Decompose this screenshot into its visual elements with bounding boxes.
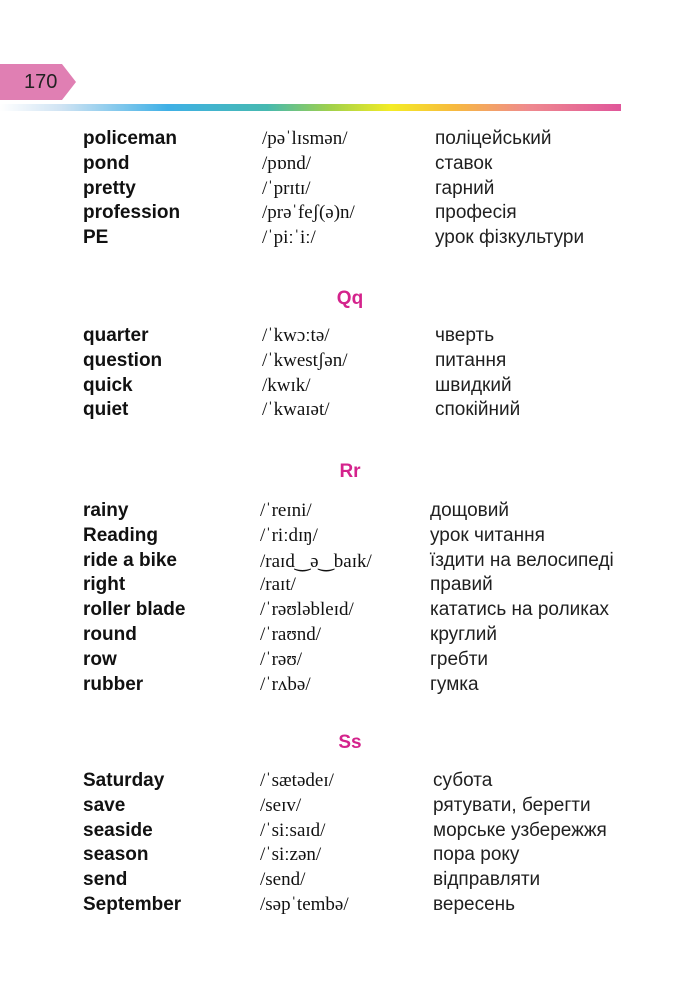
vocab-translation: дощовий <box>430 500 509 521</box>
vocab-word: pond <box>83 152 130 174</box>
vocab-transcription: /pəˈlɪsmən/ <box>262 128 348 149</box>
vocab-row <box>0 325 700 350</box>
vocab-transcription: /ˈrəʊ/ <box>260 648 303 670</box>
vocab-word: Saturday <box>83 770 165 791</box>
vocab-word: season <box>83 844 149 866</box>
vocab-word: PE <box>83 227 109 249</box>
vocab-transcription: /ˈreɪni/ <box>260 500 312 521</box>
vocab-translation: пора року <box>433 844 520 866</box>
section-letter-q: Qq <box>336 288 364 309</box>
vocab-transcription: /ˈsiːsaɪd/ <box>260 819 326 841</box>
vocab-word: round <box>83 623 137 645</box>
vocab-row <box>0 599 700 624</box>
vocab-translation: гумка <box>430 673 479 695</box>
vocab-word: quiet <box>83 399 129 421</box>
vocab-row <box>0 820 700 845</box>
vocab-word: question <box>83 349 163 371</box>
vocab-row <box>0 624 700 649</box>
vocab-row <box>0 574 700 599</box>
vocab-word: rubber <box>83 673 144 695</box>
vocab-word: right <box>83 574 126 596</box>
vocab-translation: швидкий <box>435 374 512 396</box>
vocab-translation: питання <box>435 349 507 371</box>
section-p <box>0 128 700 252</box>
vocab-translation: субота <box>433 770 493 791</box>
vocab-translation: урок читання <box>430 524 545 546</box>
vocab-transcription: /seɪv/ <box>260 794 302 816</box>
vocab-transcription: /ˈkwɔːtə/ <box>262 325 330 346</box>
vocab-transcription: /raɪd‿ə‿baɪk/ <box>260 550 372 572</box>
vocab-transcription: /ˈprɪtɪ/ <box>262 177 311 199</box>
vocab-row <box>0 674 700 699</box>
vocab-translation: правий <box>430 574 493 596</box>
vocab-row <box>0 869 700 894</box>
section-letter-r: Rr <box>339 461 361 482</box>
vocab-transcription: /send/ <box>260 869 306 891</box>
section-r <box>0 500 700 698</box>
vocab-word: quick <box>83 374 133 396</box>
vocab-word: pretty <box>83 177 136 199</box>
vocab-row <box>0 375 700 400</box>
vocab-row <box>0 178 700 203</box>
vocab-translation: чверть <box>435 325 495 346</box>
vocab-transcription: /kwɪk/ <box>262 374 311 396</box>
vocab-transcription: /raɪt/ <box>260 574 296 596</box>
vocab-row <box>0 770 700 795</box>
vocab-translation: професія <box>435 202 517 224</box>
vocab-transcription: /ˈkwaɪət/ <box>262 399 330 421</box>
vocab-translation: круглий <box>430 623 497 645</box>
vocab-row <box>0 525 700 550</box>
vocab-row <box>0 202 700 227</box>
vocab-translation: гребти <box>430 648 489 670</box>
vocab-translation: спокійний <box>435 399 521 421</box>
vocab-word: profession <box>83 202 181 224</box>
vocab-transcription: /ˈrəʊləbleɪd/ <box>260 599 354 621</box>
vocab-translation: кататись на роликах <box>430 599 610 621</box>
vocab-word: ride a bike <box>83 549 177 571</box>
vocab-row <box>0 844 700 869</box>
vocab-translation: рятувати, берегти <box>433 794 591 816</box>
vocab-word: rainy <box>83 500 129 521</box>
vocab-translation: поліцейський <box>435 128 552 149</box>
vocab-word: policeman <box>83 128 177 149</box>
vocab-row <box>0 550 700 575</box>
vocab-translation: їздити на велосипеді <box>430 549 614 571</box>
vocab-transcription: /səpˈtembə/ <box>260 893 349 915</box>
vocab-transcription: /pɒnd/ <box>262 152 311 174</box>
vocab-row <box>0 649 700 674</box>
vocab-transcription: /ˈsiːzən/ <box>260 844 322 866</box>
rainbow-divider <box>0 104 621 111</box>
vocab-translation: гарний <box>435 177 495 199</box>
vocab-word: send <box>83 869 128 891</box>
vocab-word: save <box>83 794 126 816</box>
vocab-transcription: /ˈrʌbə/ <box>260 673 311 695</box>
vocab-row <box>0 795 700 820</box>
vocab-row <box>0 128 700 153</box>
section-q <box>0 325 700 424</box>
section-letter-s: Ss <box>338 732 362 753</box>
vocab-word: Reading <box>83 524 158 546</box>
vocab-word: seaside <box>83 819 153 841</box>
vocab-row <box>0 894 700 919</box>
vocab-transcription: /prəˈfeʃ(ə)n/ <box>262 202 355 224</box>
vocab-row <box>0 350 700 375</box>
vocab-translation: урок фізкультури <box>435 227 585 249</box>
vocab-translation: вересень <box>433 893 516 915</box>
vocab-translation: відправляти <box>433 869 541 891</box>
vocab-word: quarter <box>83 325 149 346</box>
vocab-row <box>0 153 700 178</box>
vocab-transcription: /ˈsætədeɪ/ <box>260 770 334 791</box>
vocab-transcription: /ˈraʊnd/ <box>260 623 322 645</box>
vocab-row <box>0 500 700 525</box>
vocab-transcription: /ˈkwestʃən/ <box>262 349 348 371</box>
vocab-row <box>0 399 700 424</box>
vocab-transcription: /ˈpiːˈiː/ <box>262 227 316 249</box>
vocab-word: row <box>83 648 117 670</box>
vocab-word: roller blade <box>83 599 186 621</box>
section-s <box>0 770 700 919</box>
vocab-transcription: /ˈriːdɪŋ/ <box>260 524 318 546</box>
vocab-translation: морське узбережжя <box>433 819 607 841</box>
vocab-translation: ставок <box>435 152 493 174</box>
vocab-row <box>0 227 700 252</box>
page-number: 170 <box>24 71 58 93</box>
vocab-word: September <box>83 893 182 915</box>
